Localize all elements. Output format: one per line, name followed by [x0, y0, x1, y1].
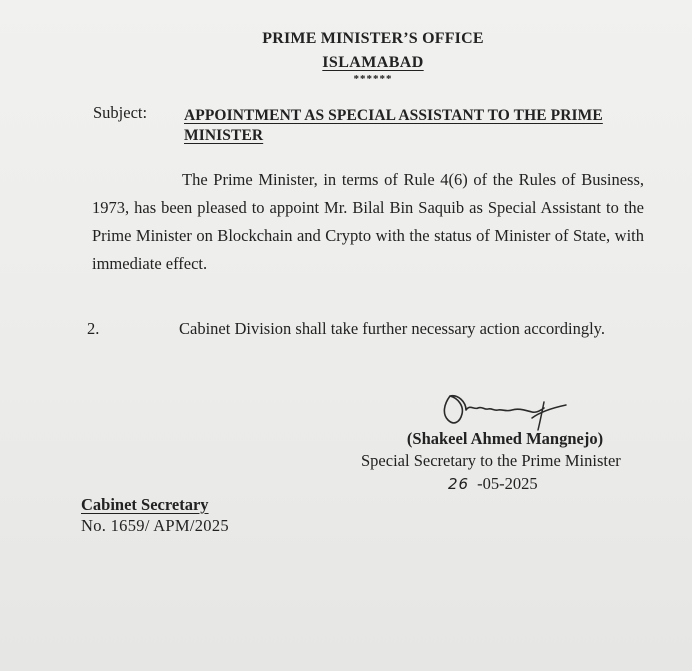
office-heading: PRIME MINISTER’S OFFICE: [262, 30, 484, 47]
body-paragraph-2: [87, 315, 649, 343]
reference-number: No. 1659/ APM/2025: [81, 516, 229, 535]
signatory-name: (Shakeel Ahmed Mangnejo): [406, 429, 604, 448]
signature-date: [448, 474, 538, 494]
subject-text: APPOINTMENT AS SPECIAL ASSISTANT TO THE PRIME MINISTER: [184, 107, 603, 144]
signature-stroke: [444, 396, 544, 423]
signature-cross: [532, 402, 566, 430]
paragraph-number: 2.: [87, 319, 100, 338]
date-day-handwritten: 26: [448, 475, 470, 493]
office-city: ISLAMABAD: [322, 54, 424, 71]
paragraph-2-text: Cabinet Division shall take further necessary action accordingly.: [179, 319, 605, 338]
handwritten-signature: [436, 388, 570, 434]
recipient-title: Cabinet Secretary: [81, 495, 209, 514]
header-separator: ******: [353, 73, 393, 85]
signatory-title: Special Secretary to the Prime Minister: [361, 451, 621, 470]
date-month-year: -05-2025: [477, 474, 538, 493]
subject-label: Subject:: [93, 103, 148, 122]
body-paragraph-1: The Prime Minister, in terms of Rule 4(6) of the Rules of Business, 1973, has been pleased to appoint Mr. Bilal Bin Saquib as Special Assistant to the Prime Minister on Blockchain and Crypto with the status of Minister of State, with immediate effect.: [92, 170, 644, 273]
